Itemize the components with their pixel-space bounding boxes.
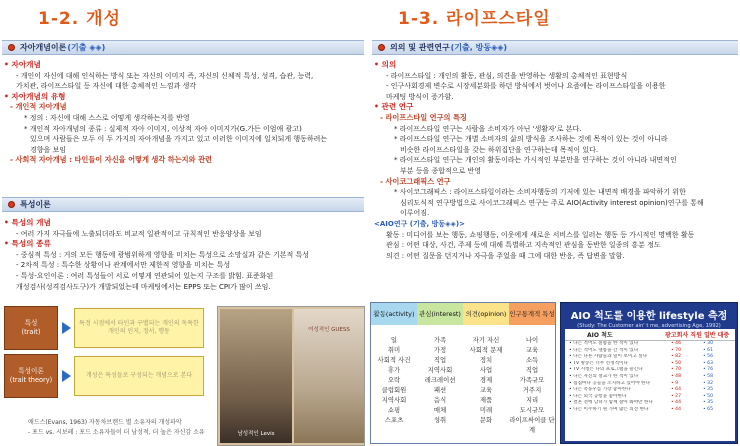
text-line: 개성검사(성격검사도구)가 개발되었는데 마케팅에서는 EPPS 또는 CPI가 많이 쓰임. — [16, 282, 271, 291]
text-line: 있으며 사람들은 모두 이 두 가지의 자아개념을 가지고 있고 이러한 이미지에 일치되게 행동하려는 — [30, 135, 328, 144]
trait-diagram — [4, 306, 210, 418]
aio-item: 소득 — [525, 356, 539, 364]
aio-item: 나이 — [525, 336, 539, 344]
aio-scale-cell: • 결혼 전에 남녀가 함께 살아 봐야만 한다 — [569, 400, 653, 406]
aio-scale-row — [565, 367, 735, 374]
aio-table-header — [371, 303, 555, 325]
aio-column — [371, 335, 417, 435]
aio-item: 제품 — [479, 396, 493, 404]
aio-item: 취미 — [387, 346, 401, 354]
aio-item: 지역사회 — [381, 396, 407, 404]
text-line: - 개인적 자아개념 — [10, 102, 67, 112]
text-line: - 라이프스타일 연구의 특징 — [380, 112, 467, 122]
aio-item: 레크레이션 — [424, 376, 456, 384]
aio-item: 매체 — [433, 406, 447, 414]
aio-item: 거주지 — [522, 386, 542, 394]
aio-scale-cell: • 64 — [671, 387, 682, 393]
text-line: * 사이코그래픽스 : 라이프스타일이라는 소비자행동의 기저에 있는 내면적 배경을 파악하기 위한 — [394, 188, 686, 197]
aio-scale-cell: • 56 — [703, 354, 714, 360]
aio-scale-cell: • TV 시청은 나의 프로그램을 즐긴다 — [569, 367, 643, 373]
text-line: - 인구사회경제 변수로 시장세분화를 하던 방식에서 벗어나 요즘에는 라이프스타일을 이용한 — [386, 82, 666, 91]
text-line: 의견 : 어떤 질문을 던지거나 자극을 주었을 때 그에 대한 반응, 즉 답변을 말함. — [386, 251, 625, 260]
text-line: 활동 : 미디어를 보는 행동, 쇼핑행동, 이웃에게 새로운 서비스를 일러는 행동 등 가시적인 명백한 활동 — [386, 230, 695, 239]
text-line: • 자아개념의 유형 — [4, 91, 66, 101]
section-bar-lifestyle — [372, 40, 738, 55]
aio-scale-cell: • 32 — [703, 380, 714, 386]
text-line: - 개인이 자신에 대해 인식하는 방식 또는 자신의 이미지 즉, 자신의 신체적 특성, 성격, 습관, 능력, — [16, 71, 314, 80]
aio-scale-cell: • 나는 폭풍우를 가장 좋아한다 — [569, 387, 631, 393]
aio-scale-header — [565, 329, 735, 341]
lifestyle-body — [374, 60, 740, 261]
aio-item: 사업 — [479, 366, 493, 374]
aio-scale-cell: • 50 — [671, 360, 682, 366]
left-title: 1-2. 개성 — [38, 9, 121, 29]
text-line: • 특성의 개념 — [4, 218, 51, 227]
text-line: • 특성의 종류 — [4, 239, 51, 249]
text-line: * 라이프스타일 연구는 개인의 활동이라는 가시적인 부분만을 연구하는 것이 아니라 내면적인 — [394, 156, 677, 165]
photo-caption: 남성적인 Levis — [237, 431, 275, 437]
aio-scale-cell: • 나는 이주하기 원 가며 많은 의견 한다 — [569, 406, 649, 412]
aio-scale-cell: • 76 — [703, 367, 714, 373]
aio-item: 라이프싸이클 단계 — [509, 416, 555, 434]
bullet-dot-icon — [378, 44, 385, 51]
aio-dimensions-table — [370, 302, 556, 444]
aio-scale-cell: • 44 — [671, 406, 682, 412]
aio-scale-cell: • 65 — [703, 406, 714, 412]
aio-scale-cell: • 82 — [671, 354, 682, 360]
aio-column — [509, 335, 555, 435]
aio-item: 미래 — [479, 406, 493, 414]
section-label: 자아개념이론 — [20, 43, 67, 52]
section-label: 특성이론 — [20, 200, 51, 209]
trait-theory-body — [4, 218, 366, 292]
text-line: * 라이프스타일 연구는 사람을 소비자가 아닌 '생활자'로 본다. — [394, 124, 582, 133]
levis-ad-image — [220, 309, 292, 443]
aio-item: 문화 — [479, 416, 493, 424]
aio-scale-table — [565, 329, 735, 441]
aio-header-cell: 인구통계적 특성 — [509, 303, 555, 325]
aio-header-cell: 의견(opinion) — [463, 303, 509, 325]
aio-item: 사회적 사건 — [377, 356, 411, 364]
text-line: - 사회적 자아개념 : 타인들이 자신을 어떻게 생각 하는지와 관련 — [10, 155, 212, 165]
footnote-line: - 포드 vs. 시보레 : 포드 소유자들이 더 남성적, 더 높은 자신감 소유 — [28, 429, 205, 436]
aio-item: 경제 — [479, 376, 493, 384]
aio-scale-row — [565, 407, 735, 414]
aio-item: 지리 — [525, 396, 539, 404]
text-line: - 특성-요인이론 : 여러 특성들이 서로 어떻게 연관되어 있는지 구조를 밝힘. 표준화된 — [16, 271, 274, 280]
text-line: - 사이코그래픽스 연구 — [380, 176, 451, 186]
section-note: (기출 ◈◈) — [67, 43, 106, 52]
aio-item: 사회적 문제 — [469, 346, 503, 354]
aio-item: 도시규모 — [519, 406, 545, 414]
aio-column — [417, 335, 463, 435]
text-line: - 라이프스타일 : 개인의 활동, 관심, 의견을 반영하는 생활의 총체적인 표현방식 — [386, 71, 628, 80]
aio-scale-cell: • 50 — [703, 393, 714, 399]
aio-item: 정치 — [479, 356, 493, 364]
aio-table-columns — [371, 325, 555, 435]
section-note: (기출, 방동◈◈) — [450, 43, 508, 52]
text-line: 부분 등을 종합적으로 반영 — [400, 166, 482, 175]
aio-scale-cell: • 30 — [703, 341, 714, 346]
self-concept-body — [4, 60, 366, 166]
header-groups: 광고회사 직원 일반 대중 — [665, 332, 730, 339]
aio-scale-cell: • 46 — [671, 341, 682, 346]
text-line: * 라이프스타일 연구는 개별 소비자의 삶의 방식을 조사하는 것에 목적이 있는 것이 아니라 — [394, 135, 668, 144]
text-line: - 중심적 특성 : 거의 모든 행동에 광범위하게 영향을 미치는 특성으로 소망실과 같은 기본적 특성 — [16, 250, 309, 259]
aio-scale-row — [565, 387, 735, 394]
trait-box: 특성 (trait) — [4, 306, 58, 350]
aio-scale-row — [565, 341, 735, 348]
text-line: * 개인적 자아개념의 종류 : 실제적 자아 이미지, 이상적 자아 이미지가(G.가든 이엄애 광고) — [24, 124, 302, 133]
aio-scale-cell: • 70 — [671, 347, 682, 353]
guess-ad-image — [294, 309, 364, 443]
aio-scale-cell: • 48 — [671, 373, 682, 379]
aio-item: 지역사회 — [427, 366, 453, 374]
aio-scale-cell: • TV 방송은 너무 선정적이다 — [569, 360, 628, 366]
aio-item: 오락 — [387, 376, 401, 384]
aio-item: 교육 — [479, 386, 493, 394]
aio-item: 클럽회원 — [381, 386, 407, 394]
bullet-dot-icon — [8, 44, 15, 51]
aio-scale-cell: • 나는 외국 공항을 좋아한다 — [569, 393, 627, 399]
aio-item: 가정 — [433, 346, 447, 354]
text-line: 관심 : 어떤 대상, 사건, 주제 등에 대해 특별하고 지속적인 관심을 동반한 일종의 흥분 정도 — [386, 241, 661, 250]
section-bar-trait-theory — [2, 197, 364, 212]
aio-scale-row — [565, 354, 735, 361]
text-line: • 관련 연구 — [374, 102, 414, 112]
text-line: 이루어짐. — [400, 209, 430, 218]
aio-scale-cell: • 27 — [671, 393, 682, 399]
bullet-dot-icon — [8, 201, 15, 208]
text-line: • 자아개념 — [4, 60, 41, 69]
lifestyle-measurement-panel — [560, 302, 738, 444]
text-line: - 2차적 특성 : 특수한 상황이나 관계에서만 제한적 영향을 미치는 특성 — [16, 261, 231, 270]
photo-caption: 여성적인 GUESS — [308, 327, 350, 333]
aio-scale-cell: • 70 — [671, 367, 682, 373]
footnote-line: 애드스(Evans, 1963) 자동차브랜드 별 소유자의 개성파악 — [28, 419, 182, 426]
panel-subtitle: (Study: The Customer ain' t me, advertising Age, 1992) — [577, 323, 721, 329]
aio-scale-cell: • 나는 적어도 헬룸을 간 적이 있다 — [569, 347, 639, 353]
aio-scale-cell: • 나는 적어도 블룸을 한 적이 있다 — [569, 341, 639, 346]
aio-item: 쇼핑 — [387, 406, 401, 414]
aio-header-cell: 관심(interest) — [417, 303, 463, 325]
arrow-right-icon — [62, 322, 71, 334]
aio-item: 가족 — [433, 336, 447, 344]
aio-scale-row — [565, 400, 735, 407]
trait-description: 특정 시점에서 타인과 구별되는 개인의 독특한 개인의 인지, 정서, 행동 — [74, 308, 204, 348]
header-aio-scale: AIO 척도 — [587, 332, 613, 339]
section-label: 의의 및 관련연구 — [390, 43, 450, 52]
aio-scale-cell: • 58 — [703, 373, 714, 379]
aio-item: 성취 — [433, 416, 447, 424]
aio-item: 패션 — [433, 386, 447, 394]
diagram-footnote — [28, 418, 205, 438]
text-line: 가치관, 라이프스타일 등 자신에 대한 총체적인 느낌과 생각 — [16, 82, 197, 91]
arrow-right-icon — [62, 370, 71, 382]
text-line: 비슷한 라이프스타일을 갖는 하위집단을 연구하는데 목적이 있다. — [400, 145, 599, 154]
aio-item: 직업 — [433, 356, 447, 364]
text-line: • 의의 — [374, 60, 397, 69]
text-line: 경향을 보임 — [30, 145, 67, 154]
aio-scale-cell: • 집집마다 공들을 소지하고 있어야 한다 — [569, 380, 651, 386]
trait-theory-box: 특성이론 (trait theory) — [4, 354, 58, 398]
aio-item: 교육 — [525, 346, 539, 354]
aio-scale-cell: • 35 — [703, 400, 714, 406]
trait-theory-description: 개성은 특성들로 구성되는 개념으로 본다 — [74, 356, 204, 396]
aio-scale-cell: • 나는 다른 사람들과 일이 보이고 싶다 — [569, 354, 648, 360]
aio-scale-cell: • 9 — [671, 380, 679, 386]
section-bar-self-concept — [2, 40, 364, 55]
aio-scale-rows — [565, 341, 735, 414]
aio-item: 직업 — [525, 366, 539, 374]
text-line: - 여러 가지 자극들에 노출되더라도 비교적 일관적이고 규칙적인 반응양상을 보임 — [16, 229, 262, 238]
text-line: 심리도식적 연구방법으로 사이코그래픽스 연구는 주로 AIO(Activity interest opinion)연구를 통해 — [400, 198, 704, 207]
aio-scale-row — [565, 374, 735, 381]
aio-scale-cell: • 35 — [703, 387, 714, 393]
ad-photos — [217, 306, 365, 446]
aio-scale-cell: • 63 — [703, 360, 714, 366]
aio-item: 일 — [390, 336, 398, 344]
aio-scale-cell: • 나는 자신의 설교가 한 적이 있다 — [569, 373, 639, 379]
aio-item: 스포츠 — [384, 416, 404, 424]
aio-item: 자기 자신 — [472, 336, 500, 344]
panel-title: AIO 척도를 이용한 lifestyle 측정 — [570, 311, 728, 322]
aio-column — [463, 335, 509, 435]
aio-item: 가족규모 — [519, 376, 545, 384]
aio-header-cell: 활동(activity) — [371, 303, 417, 325]
aio-item: 음식 — [433, 396, 447, 404]
right-title: 1-3. 라이프스타일 — [398, 9, 551, 29]
aio-scale-cell: • 61 — [703, 347, 714, 353]
aio-scale-cell: • 44 — [671, 400, 682, 406]
text-line: <AIO연구 (기출, 방동◈◈)> — [374, 219, 465, 228]
text-line: 마케팅 방식이 증가함. — [386, 92, 454, 101]
text-line: * 정의 : 자신에 대해 스스로 어떻게 생각하는지를 반영 — [24, 113, 190, 122]
aio-item: 휴가 — [387, 366, 401, 374]
